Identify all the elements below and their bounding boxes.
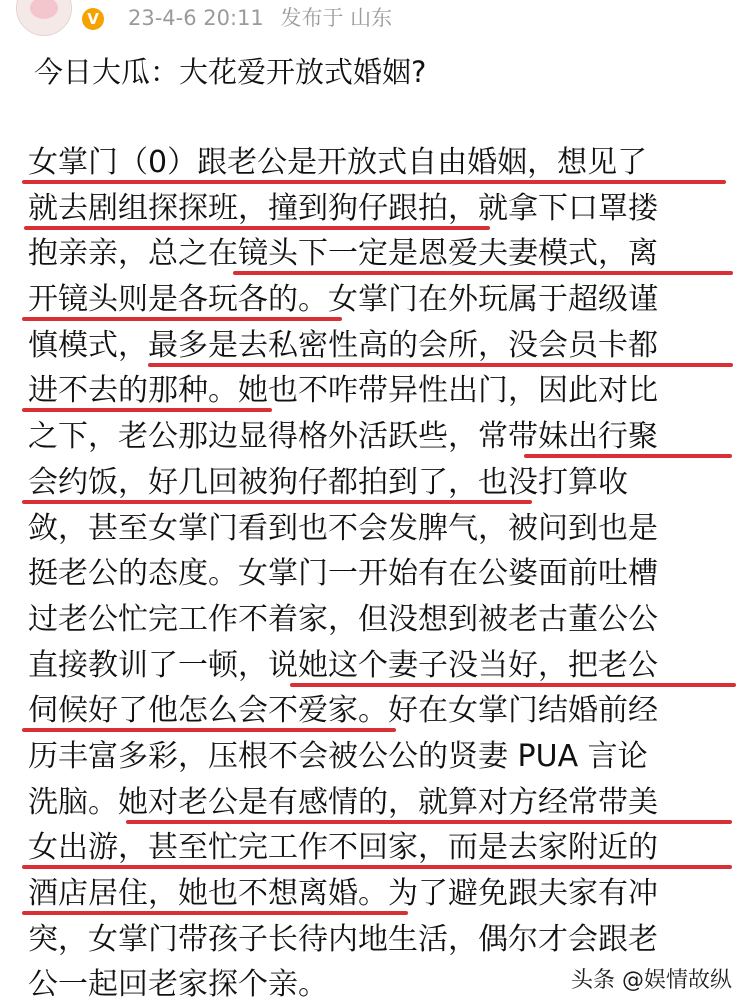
red-underline: [22, 728, 396, 732]
post-line-text: 酒店居住，她也不想离婚。为了避免跟夫家有冲: [28, 876, 658, 911]
post-line: [28, 871, 733, 917]
post-line-text: 历丰富多彩，压根不会被公公的贤妻 PUA 言论: [28, 738, 648, 774]
post-line-text: 突，女掌门带孩子长待内地生活，偶尔才会跟老: [28, 921, 658, 957]
red-underline: [290, 683, 736, 687]
post-line: [28, 597, 733, 643]
red-underline: [22, 408, 272, 412]
post-line-text: 之下，老公那边显得格外活跃些，常带妹出行聚: [28, 419, 658, 455]
post-line-text: 进不去的那种。她也不咋带异性出门，因此对比: [28, 373, 658, 409]
red-underline: [524, 454, 732, 458]
post-line-text: 公一起回老家探个亲。: [28, 967, 328, 1003]
post-line-text: 就去剧组探探班，撞到狗仔跟拍，就拿下口罩搂: [28, 190, 658, 226]
red-underline: [22, 911, 408, 915]
post-headline: 今日大瓜：大花爱开放式婚姻?: [34, 55, 427, 89]
post-line: [28, 917, 733, 963]
verified-badge-icon: V: [82, 8, 104, 30]
avatar-face-icon: [30, 0, 58, 19]
post-header: [0, 0, 750, 40]
post-timestamp: 23-4-6 20:11: [128, 6, 264, 30]
post-line: [28, 368, 733, 414]
post-line-text: 会约饭，好几回被狗仔都拍到了，也没打算收: [28, 464, 628, 500]
red-underline: [126, 820, 732, 824]
post-line: [28, 643, 733, 689]
avatar[interactable]: [16, 0, 72, 36]
red-underline: [22, 865, 732, 869]
post-line: [28, 140, 733, 186]
post-line-text: 慎模式，最多是去私密性高的会所，没会员卡都: [28, 327, 658, 363]
post-line-text: 抱亲亲，总之在镜头下一定是恩爱夫妻模式，离: [28, 236, 658, 272]
post-line: [28, 460, 733, 506]
post-body: [28, 140, 733, 1008]
red-underline: [233, 271, 733, 275]
post-line: [28, 780, 733, 826]
post-line-text: 过老公忙完工作不着家，但没想到被老古董公公: [28, 601, 658, 637]
post-line-text: 女出游，甚至忙完工作不回家，而是去家附近的: [28, 830, 658, 866]
post-line-text: 敛，甚至女掌门看到也不会发脾气，被问到也是: [28, 510, 658, 546]
red-underline: [24, 226, 490, 230]
post-line: [28, 506, 733, 552]
post-line: [28, 277, 733, 323]
post-line: [28, 734, 733, 780]
post-line-text: 挺老公的态度。女掌门一开始有在公婆面前吐槽: [28, 556, 658, 592]
post-line-text: 女掌门（0）跟老公是开放式自由婚姻，想见了: [28, 145, 648, 180]
red-underline: [148, 363, 733, 367]
post-line: [28, 414, 733, 460]
post-line-text: 伺候好了他怎么会不爱家。好在女掌门结婚前经: [28, 693, 658, 729]
post-line: [28, 323, 733, 369]
post-line: [28, 825, 733, 871]
post-line-text: 直接教训了一顿，说她这个妻子没当好，把老公: [28, 647, 658, 683]
red-underline: [22, 500, 532, 504]
post-line-text: 开镜头则是各玩各的。女掌门在外玩属于超级谨: [28, 282, 658, 318]
post-line-text: 洗脑。她对老公是有感情的，就算对方经常带美: [28, 784, 658, 820]
red-underline: [22, 317, 342, 321]
watermark: 头条 @娱情故纵: [571, 968, 732, 993]
post-line: [28, 186, 733, 232]
post-line: [28, 551, 733, 597]
post-location: 发布于 山东: [280, 6, 393, 30]
post-line: [28, 231, 733, 277]
post-meta: [128, 4, 402, 32]
red-underline: [22, 180, 726, 184]
post-line: [28, 688, 733, 734]
